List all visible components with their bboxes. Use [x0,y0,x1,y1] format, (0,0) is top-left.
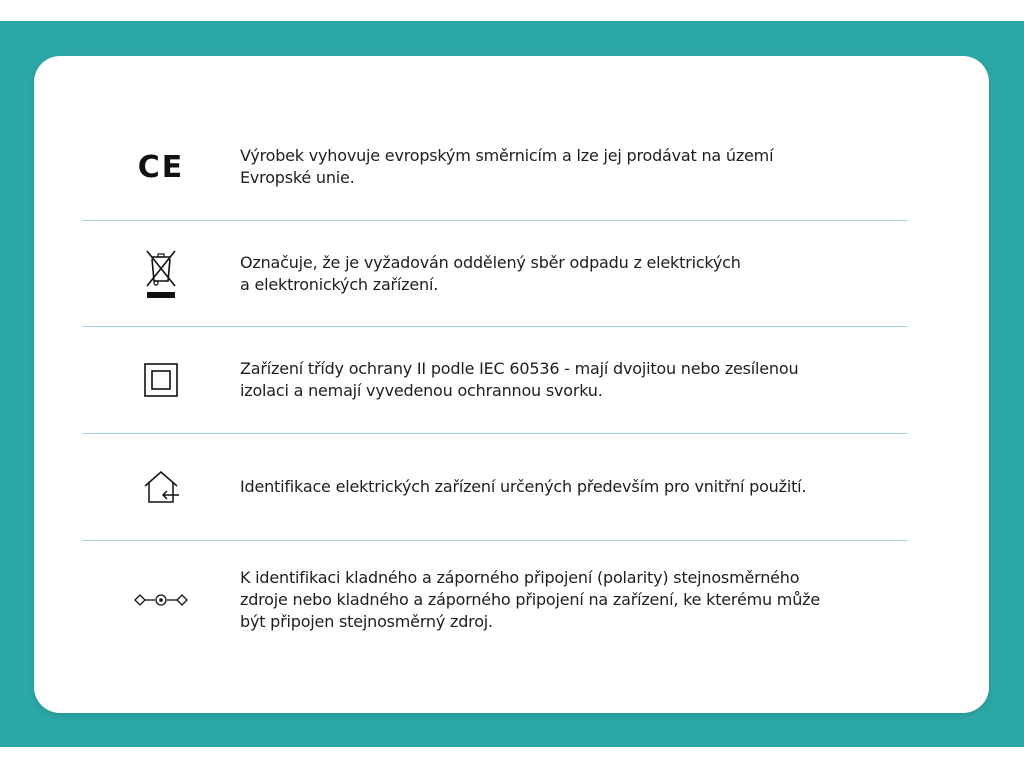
list-item-class-ii [82,327,908,434]
dc-polarity-icon [82,593,240,607]
list-item-ce [82,114,908,221]
list-item-text: Výrobek vyhovuje evropským směrnicím a lze jej prodávat na území Evropské unie. [240,146,774,187]
symbol-list [82,114,908,659]
list-item-text: Identifikace elektrických zařízení určených především pro vnitřní použití. [240,477,807,496]
list-item-indoor [82,434,908,541]
list-item-weee [82,221,908,327]
list-item-text: K identifikaci kladného a záporného připojení (polarity) stejnosměrného zdroje nebo kladného a záporného připojení na zařízení, ke kterému může být připojen stejnosměrný zdroj. [240,568,820,631]
list-item-polarity [82,541,908,659]
list-item-text: Zařízení třídy ochrany II podle IEC 60536 - mají dvojitou nebo zesílenou izolaci a nemají vyvedenou ochrannou svorku. [240,359,799,400]
ce-mark-icon: CE [137,149,185,185]
list-item-text: Označuje, že je vyžadován oddělený sběr odpadu z elektrických a elektronických zařízení. [240,252,741,294]
double-square-class-ii-icon [82,362,240,398]
crossed-out-wheelie-bin-icon [82,248,240,300]
indoor-use-house-icon [82,469,240,505]
